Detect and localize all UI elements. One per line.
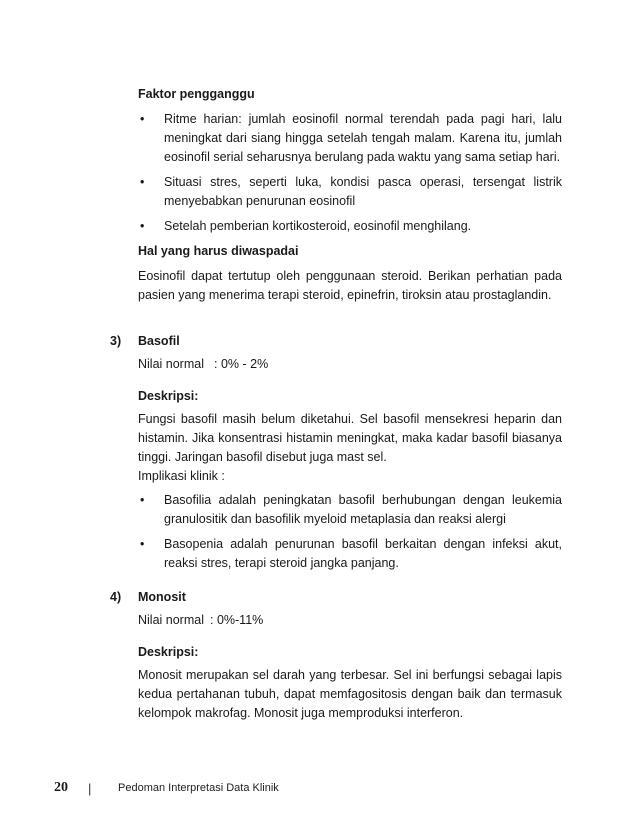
heading-deskripsi-monosit: Deskripsi: [138,645,199,659]
paragraph-deskripsi-basofil: Fungsi basofil masih belum diketahui. Sel basofil mensekresi heparin dan histamin. Jika konsentrasi histamin meningkat, maka kadar basofil biasanya tinggi. Jaringan basofil disebut juga mast sel. [138,412,562,464]
basofil-implikasi-wrap [138,467,562,486]
monosit-desc-heading-wrap [138,644,562,660]
paragraph-waspada: Eosinofil dapat tertutup oleh penggunaan steroid. Berikan perhatian pada pasien yang menerima terapi steroid, epinefrin, tiroksin atau prostaglandin. [138,269,562,302]
basofil-desc-heading-wrap [138,388,562,404]
normal-value: : 0% - 2% [214,357,269,371]
heading-monosit: Monosit [138,590,186,604]
section-number-monosit: 4) [110,590,122,604]
faktor-bullets [138,110,562,242]
bullet-dot: • [140,537,145,551]
basofil-bullets [138,491,562,579]
basofil-desc-wrap [138,410,562,467]
section-number-basofil: 3) [110,334,122,348]
list-item: • Basopenia adalah penurunan basofil berkaitan dengan infeksi akut, reaksi stres, terapi steroid jangka panjang. [140,537,562,570]
list-item: • Ritme harian: jumlah eosinofil normal terendah pada pagi hari, lalu meningkat dari siang hingga setelah tengah malam. Karena itu, jumlah eosinofil serial seharusnya berulang pada waktu yang sama setiap hari. [140,112,562,164]
normal-label: Nilai normal [138,357,204,371]
footer-book-title: Pedoman Interpretasi Data Klinik [118,782,279,794]
heading-waspada: Hal yang harus diwaspadai [138,244,299,258]
bullet-dot: • [140,112,145,126]
section-monosit [138,589,562,605]
monosit-desc-wrap [138,666,562,723]
heading-faktor-pengganggu: Faktor pengganggu [138,87,255,101]
heading-deskripsi-basofil: Deskripsi: [138,389,199,403]
normal-value: : 0%-11% [210,613,264,627]
list-item: • Basofilia adalah peningkatan basofil berhubungan dengan leukemia granulositik dan basofilik myeloid metaplasia dan reaksi alergi [140,493,562,526]
bullet-dot: • [140,493,145,507]
section-faktor-pengganggu [138,86,562,102]
section-waspada [138,243,562,259]
bullet-dot: • [140,175,145,189]
page-footer [54,780,279,796]
basofil-normal-row [138,356,562,372]
heading-basofil: Basofil [138,334,180,348]
paragraph-deskripsi-monosit: Monosit merupakan sel darah yang terbesar. Sel ini berfungsi sebagai lapis kedua pertahanan tubuh, dapat memfagositosis dengan baik dan termasuk kelompok makrofag. Monosit juga memproduksi interferon. [138,668,562,720]
list-item: • Setelah pemberian kortikosteroid, eosinofil menghilang. [138,217,562,236]
section-basofil [138,333,562,349]
list-item: • Situasi stres, seperti luka, kondisi pasca operasi, tersengat listrik menyebabkan penurunan eosinofil [140,175,562,208]
bullet-dot: • [140,219,145,233]
page-number: 20 [54,780,68,795]
normal-label: Nilai normal [138,613,204,627]
implikasi-label: Implikasi klinik : [138,469,225,483]
footer-separator: | [88,780,92,796]
monosit-normal-row [138,612,562,628]
waspada-body [138,267,562,305]
